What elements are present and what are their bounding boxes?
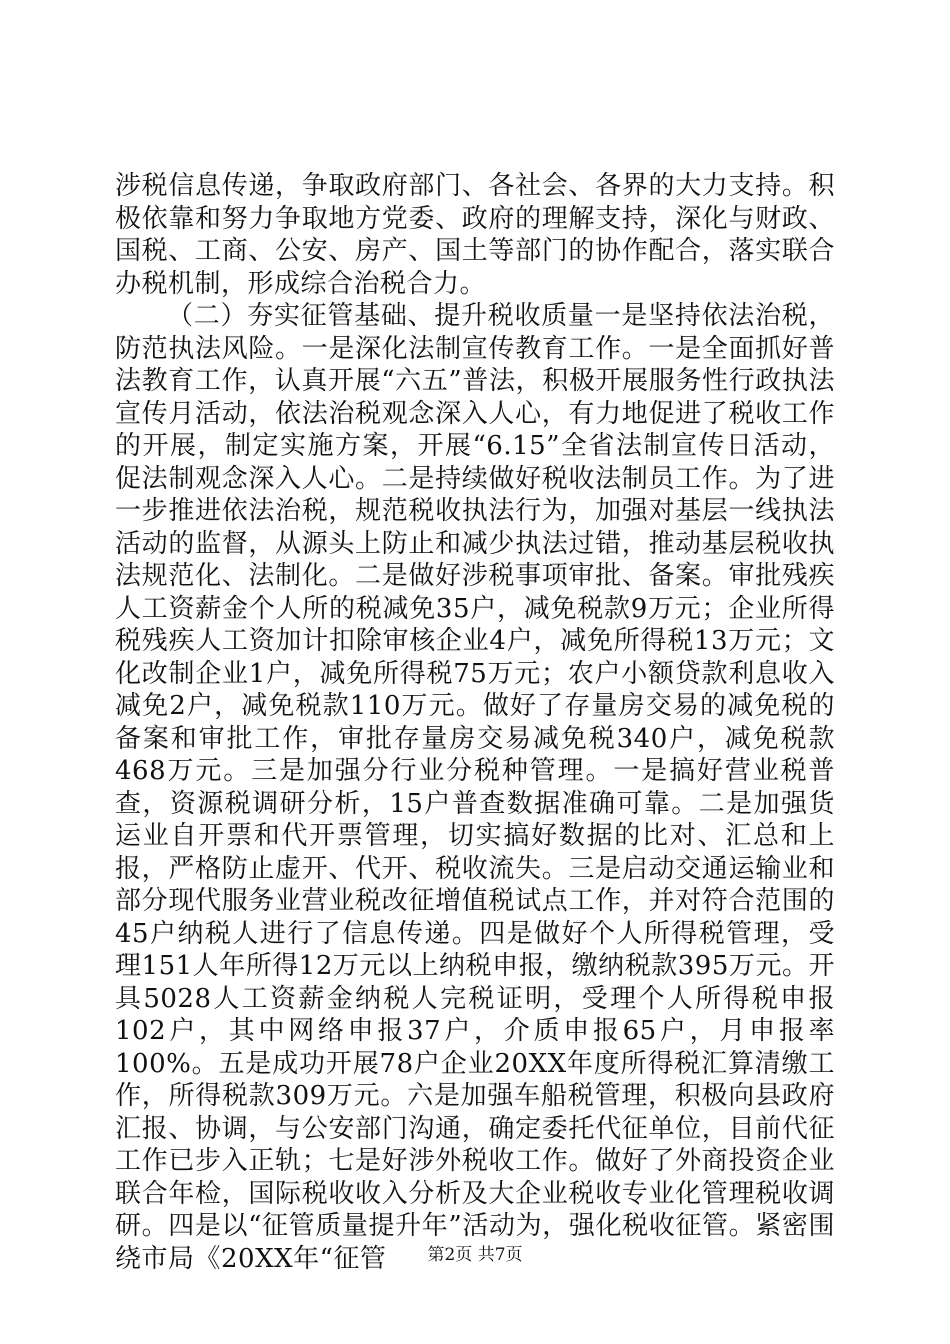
paragraph-continuation: 涉税信息传递，争取政府部门、各社会、各界的大力支持。积极依靠和努力争取地方党委、政府的理解支持，深化与财政、国税、工商、公安、房产、国土等部门的协作配合，落实联合办税机制，形成综合治税合力。 bbox=[115, 171, 835, 299]
body-text bbox=[115, 170, 835, 1275]
paragraph-section-two: （二）夯实征管基础、提升税收质量一是坚持依法治税，防范执法风险。一是深化法制宣传教育工作。一是全面抓好普法教育工作，认真开展“六五”普法，积极开展服务性行政执法宣传月活动，依法治税观念深入人心，有力地促进了税收工作的开展，制定实施方案，开展“6.15”全省法制宣传日活动，促法制观念深入人心。二是持续做好税收法制员工作。为了进一步推进依法治税，规范税收执法行为，加强对基层一线执法活动的监督，从源头上防止和减少执法过错，推动基层税收执法规范化、法制化。二是做好涉税事项审批、备案。审批残疾人工资薪金个人所的税减免35户，减免税款9万元；企业所得税残疾人工资加计扣除审核企业4户，减免所得税13万元；文化改制企业1户，减免所得税75万元；农户小额贷款利息收入减免2户，减免税款110万元。做好了存量房交易的减免税的备案和审批工作，审批存量房交易减免税340户，减免税款468万元。三是加强分行业分税种管理。一是搞好营业税普查，资源税调研分析，15户普查数据准确可靠。二是加强货运业自开票和代开票管理，切实搞好数据的比对、汇总和上报，严格防止虚开、代开、税收流失。三是启动交通运输业和部分现代服务业营业税改征增值税试点工作，并对符合范围的45户纳税人进行了信息传递。四是做好个人所得税管理，受理151人年所得12万元以上纳税申报，缴纳税款395万元。开具5028人工资薪金纳税人完税证明，受理个人所得税申报102户，其中网络申报37户，介质申报65户，月申报率100%。五是成功开展78户企业20XX年度所得税汇算清缴工作，所得税款309万元。六是加强车船税管理，积极向县政府汇报、协调，与公安部门沟通，确定委托代征单位，目前代征工作已步入正轨；七是好涉外税收工作。做好了外商投资企业联合年检，国际税收收入分析及大企业税收专业化管理税收调研。四是以“征管质量提升年”活动为，强化税收征管。紧密围绕市局《20XX年“征管 bbox=[115, 301, 835, 1274]
page-footer: 第2页 共7页 bbox=[427, 1245, 523, 1265]
